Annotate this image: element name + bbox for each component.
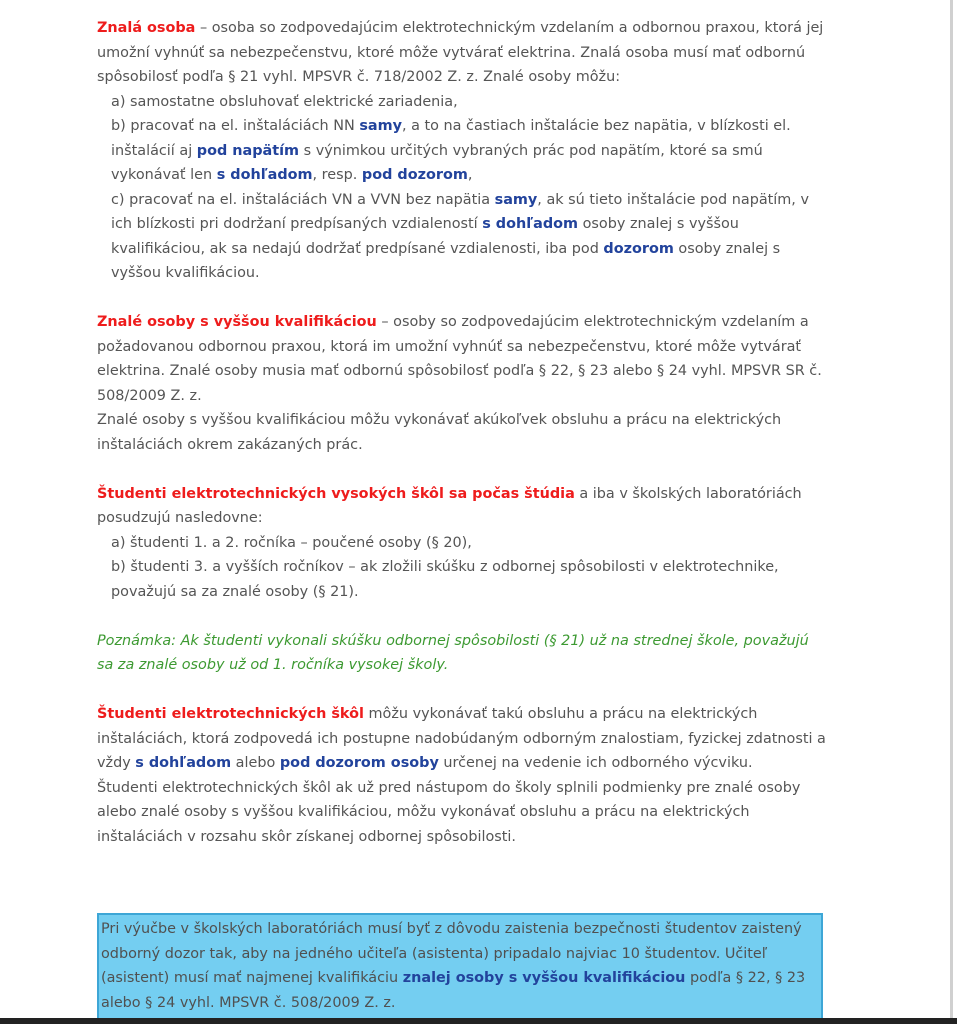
section-studenti-skol xyxy=(97,702,827,849)
paragraph xyxy=(97,16,827,90)
paragraph xyxy=(97,702,827,776)
text: , xyxy=(467,167,473,183)
note: Poznámka: Ak študenti vykonali skúšku odbornej spôsobilosti (§ 21) už na strednej škole, považujú sa za znalé osoby už od 1. ročníka vysokej školy. xyxy=(97,632,809,673)
paragraph: Znalé osoby s vyššou kvalifikáciou môžu vykonávať akúkoľvek obsluhu a prácu na elektrických inštaláciách okrem zakázaných prác. xyxy=(97,412,782,453)
emphasis: pod napätím xyxy=(196,142,300,159)
text: určenej na vedenie ich odborného výcviku. xyxy=(438,755,753,771)
emphasis: s dohľadom xyxy=(135,755,232,771)
text: b) pracovať na el. inštaláciách NN xyxy=(111,118,360,134)
section-studenti-vs xyxy=(97,482,827,605)
text: , ak sú tieto inštalácie pod napätím, v ich blízkosti pri dodržaní predpísaných vzdialeností xyxy=(111,191,809,232)
list-item-b xyxy=(97,114,827,188)
paragraph: Študenti elektrotechnických škôl ak už pred nástupom do školy splnili podmienky pre znalé osoby alebo znalé osoby s vyššou kvalifikáciou, môžu vykonávať obsluhu a prácu na elektrických inštaláciách v rozsahu skôr získanej odbornej spôsobilosti. xyxy=(97,779,801,845)
emphasis: s dohľadom xyxy=(482,216,579,232)
text: podľa § 22, § 23 alebo § 24 vyhl. MPSVR č. 508/2009 Z. z. xyxy=(101,970,806,1011)
text: alebo xyxy=(231,755,280,771)
list-item-a: a) študenti 1. a 2. ročníka – poučené osoby (§ 20), xyxy=(111,534,472,551)
list-item-a: a) samostatne obsluhovať elektrické zariadenia, xyxy=(111,93,458,110)
text: – osoba so zodpovedajúcim elektrotechnickým vzdelaním a odbornou praxou, ktorá jej umožní vyhnúť sa nebezpečenstvu, ktoré môže vytvárať elektrina. Znalá osoba musí mať odbornú spôsobilosť podľa § 21 vyhl. MPSVR č. 718/2002 Z. z. Znalé osoby môžu: xyxy=(97,20,824,85)
emphasis: znalej osoby s vyššou kvalifikáciou xyxy=(402,970,686,986)
paragraph xyxy=(97,310,827,408)
document-content xyxy=(97,16,827,849)
text: osoby znalej s vyššou kvalifikáciou, ak sa nedajú dodržať predpísané vzdialenosti, iba pod xyxy=(111,216,739,257)
info-box xyxy=(97,913,823,1020)
text: , resp. xyxy=(312,167,362,183)
term-vyssia-kvalifikacia: Znalé osoby s vyššou kvalifikáciou xyxy=(97,314,377,330)
emphasis: s dohľadom xyxy=(216,167,313,183)
text: , a to na častiach inštalácie bez napätia, v blízkosti el. inštalácií aj xyxy=(111,118,791,159)
term-znala-osoba: Znalá osoba xyxy=(97,20,196,36)
term-studenti-skol: Študenti elektrotechnických škôl xyxy=(97,706,364,722)
text: a iba v školských laboratóriách posudzujú nasledovne: xyxy=(97,485,802,526)
text: osoby znalej s vyššou kvalifikáciou. xyxy=(111,240,781,281)
list-item-c xyxy=(97,188,827,286)
emphasis: pod dozorom xyxy=(361,167,468,183)
list-item-b: b) študenti 3. a vyšších ročníkov – ak zložili skúšku z odbornej spôsobilosti v elektrotechnike, považujú sa za znalé osoby (§ 21). xyxy=(111,559,779,600)
text: c) pracovať na el. inštaláciách VN a VVN bez napätia xyxy=(111,191,495,208)
text: – osoby so zodpovedajúcim elektrotechnickým vzdelaním a požadovanou odbornou praxou, ktorá im umožní vyhnúť sa nebezpečenstvu, ktoré môže vytvárať elektrina. Znalé osoby musia mať odbornú spôsobilosť podľa § 22, § 23 alebo § 24 vyhl. MPSVR SR č. 508/2009 Z. z. xyxy=(97,314,822,404)
spacer xyxy=(97,286,827,311)
emphasis: dozorom xyxy=(603,240,674,257)
spacer xyxy=(97,457,827,482)
section-vyssia-kvalifikacia xyxy=(97,310,827,457)
text: môžu vykonávať takú obsluhu a prácu na elektrických inštaláciách, ktorá zodpovedá ich postupne nadobúdaným odborným znalostiam, fyzickej zdatnosti a vždy xyxy=(97,706,826,771)
spacer xyxy=(97,604,827,629)
paragraph xyxy=(97,482,827,531)
text: s výnimkou určitých vybraných prác pod napätím, ktoré sa smú vykonávať len xyxy=(111,142,763,183)
section-znala-osoba xyxy=(97,16,827,286)
spacer xyxy=(97,678,827,703)
emphasis: samy xyxy=(494,191,538,208)
emphasis: samy xyxy=(359,118,402,134)
text: Pri výučbe v školských laboratóriách musí byť z dôvodu zaistenia bezpečnosti študentov zaistený odborný dozor tak, aby na jedného učiteľa (asistenta) pripadalo najviac 10 študentov. Učiteľ (asistent) musí mať najmenej kvalifikáciu xyxy=(101,921,802,986)
term-studenti-vs: Študenti elektrotechnických vysokých škôl sa počas štúdia xyxy=(97,485,575,502)
bottom-border xyxy=(0,1018,957,1024)
emphasis: pod dozorom osoby xyxy=(279,755,439,771)
